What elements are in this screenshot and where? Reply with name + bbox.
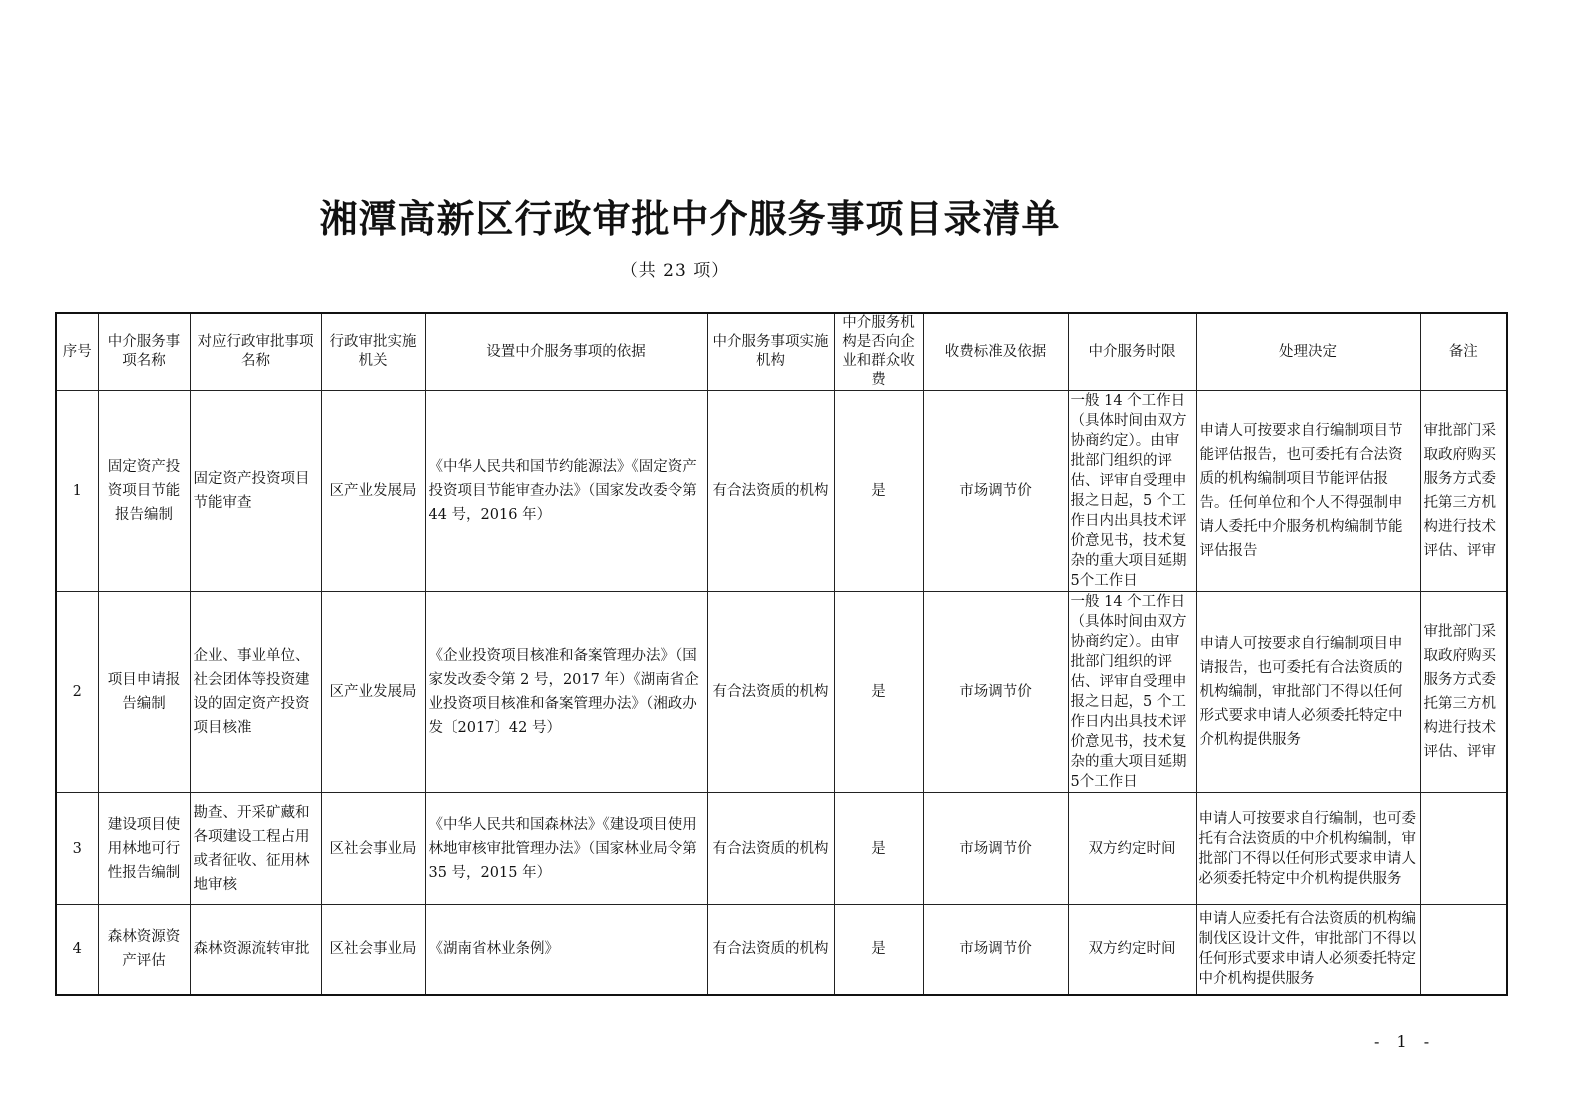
table-row bbox=[56, 592, 1507, 793]
cell-charge: 是 bbox=[834, 592, 923, 793]
cell-fee: 市场调节价 bbox=[923, 905, 1068, 995]
cell-no: 1 bbox=[56, 391, 98, 592]
header-decision: 处理决定 bbox=[1196, 313, 1420, 391]
cell-remark: 审批部门采取政府购买服务方式委托第三方机构进行技术评估、评审 bbox=[1420, 592, 1507, 793]
cell-basis: 《企业投资项目核准和备案管理办法》（国家发改委令第 2 号，2017 年）《湖南省企业投资项目核准和备案管理办法》（湘政办发〔2017〕42 号） bbox=[425, 592, 707, 793]
header-institution: 中介服务事项实施机构 bbox=[707, 313, 834, 391]
cell-agency: 区产业发展局 bbox=[321, 592, 425, 793]
cell-basis: 《湖南省林业条例》 bbox=[425, 905, 707, 995]
header-remark: 备注 bbox=[1420, 313, 1507, 391]
cell-no: 4 bbox=[56, 905, 98, 995]
table-row bbox=[56, 793, 1507, 905]
header-service-name: 中介服务事项名称 bbox=[98, 313, 190, 391]
cell-no: 2 bbox=[56, 592, 98, 793]
table-header-row bbox=[56, 313, 1507, 391]
cell-charge: 是 bbox=[834, 391, 923, 592]
cell-charge: 是 bbox=[834, 905, 923, 995]
header-charge: 中介服务机构是否向企业和群众收费 bbox=[834, 313, 923, 391]
cell-charge: 是 bbox=[834, 793, 923, 905]
header-basis: 设置中介服务事项的依据 bbox=[425, 313, 707, 391]
table-row bbox=[56, 391, 1507, 592]
cell-decision: 申请人应委托有合法资质的机构编制伐区设计文件，审批部门不得以任何形式要求申请人必须委托特定中介机构提供服务 bbox=[1196, 905, 1420, 995]
cell-approval-name: 企业、事业单位、社会团体等投资建设的固定资产投资项目核准 bbox=[190, 592, 321, 793]
cell-approval-name: 固定资产投资项目节能审查 bbox=[190, 391, 321, 592]
cell-fee: 市场调节价 bbox=[923, 592, 1068, 793]
cell-service-name: 固定资产投资项目节能报告编制 bbox=[98, 391, 190, 592]
cell-service-name: 森林资源资产评估 bbox=[98, 905, 190, 995]
cell-agency: 区产业发展局 bbox=[321, 391, 425, 592]
document-title: 湘潭高新区行政审批中介服务事项目录清单 bbox=[319, 197, 1061, 241]
cell-basis: 《中华人民共和国森林法》《建设项目使用林地审核审批管理办法》（国家林业局令第 35 号，2015 年） bbox=[425, 793, 707, 905]
cell-time-limit: 双方约定时间 bbox=[1068, 793, 1196, 905]
header-approval-name: 对应行政审批事项名称 bbox=[190, 313, 321, 391]
header-fee: 收费标准及依据 bbox=[923, 313, 1068, 391]
services-table bbox=[55, 312, 1508, 996]
item-count-subtitle: （共 23 项） bbox=[620, 261, 730, 281]
cell-service-name: 建设项目使用林地可行性报告编制 bbox=[98, 793, 190, 905]
cell-basis: 《中华人民共和国节约能源法》《固定资产投资项目节能审查办法》（国家发改委令第 44 号，2016 年） bbox=[425, 391, 707, 592]
cell-remark bbox=[1420, 793, 1507, 905]
cell-time-limit: 一般 14 个工作日（具体时间由双方协商约定）。由审批部门组织的评估、评审自受理申报之日起，5 个工作日内出具技术评价意见书，技术复杂的重大项目延期5个工作日 bbox=[1068, 391, 1196, 592]
cell-remark bbox=[1420, 905, 1507, 995]
cell-remark: 审批部门采取政府购买服务方式委托第三方机构进行技术评估、评审 bbox=[1420, 391, 1507, 592]
cell-no: 3 bbox=[56, 793, 98, 905]
cell-approval-name: 勘查、开采矿藏和各项建设工程占用或者征收、征用林地审核 bbox=[190, 793, 321, 905]
header-no: 序号 bbox=[56, 313, 98, 391]
page-number: - 1 - bbox=[1374, 1032, 1436, 1051]
cell-institution: 有合法资质的机构 bbox=[707, 793, 834, 905]
cell-fee: 市场调节价 bbox=[923, 391, 1068, 592]
cell-institution: 有合法资质的机构 bbox=[707, 391, 834, 592]
cell-approval-name: 森林资源流转审批 bbox=[190, 905, 321, 995]
cell-fee: 市场调节价 bbox=[923, 793, 1068, 905]
cell-institution: 有合法资质的机构 bbox=[707, 905, 834, 995]
header-agency: 行政审批实施机关 bbox=[321, 313, 425, 391]
cell-time-limit: 双方约定时间 bbox=[1068, 905, 1196, 995]
cell-decision: 申请人可按要求自行编制项目节能评估报告，也可委托有合法资质的机构编制项目节能评估报告。任何单位和个人不得强制申请人委托中介服务机构编制节能评估报告 bbox=[1196, 391, 1420, 592]
cell-institution: 有合法资质的机构 bbox=[707, 592, 834, 793]
cell-agency: 区社会事业局 bbox=[321, 793, 425, 905]
table-row bbox=[56, 905, 1507, 995]
cell-decision: 申请人可按要求自行编制项目申请报告，也可委托有合法资质的机构编制，审批部门不得以任何形式要求申请人必须委托特定中介机构提供服务 bbox=[1196, 592, 1420, 793]
cell-service-name: 项目申请报告编制 bbox=[98, 592, 190, 793]
cell-time-limit: 一般 14 个工作日（具体时间由双方协商约定）。由审批部门组织的评估、评审自受理申报之日起，5 个工作日内出具技术评价意见书，技术复杂的重大项目延期5个工作日 bbox=[1068, 592, 1196, 793]
cell-agency: 区社会事业局 bbox=[321, 905, 425, 995]
cell-decision: 申请人可按要求自行编制，也可委托有合法资质的中介机构编制，审批部门不得以任何形式要求申请人必须委托特定中介机构提供服务 bbox=[1196, 793, 1420, 905]
header-time-limit: 中介服务时限 bbox=[1068, 313, 1196, 391]
